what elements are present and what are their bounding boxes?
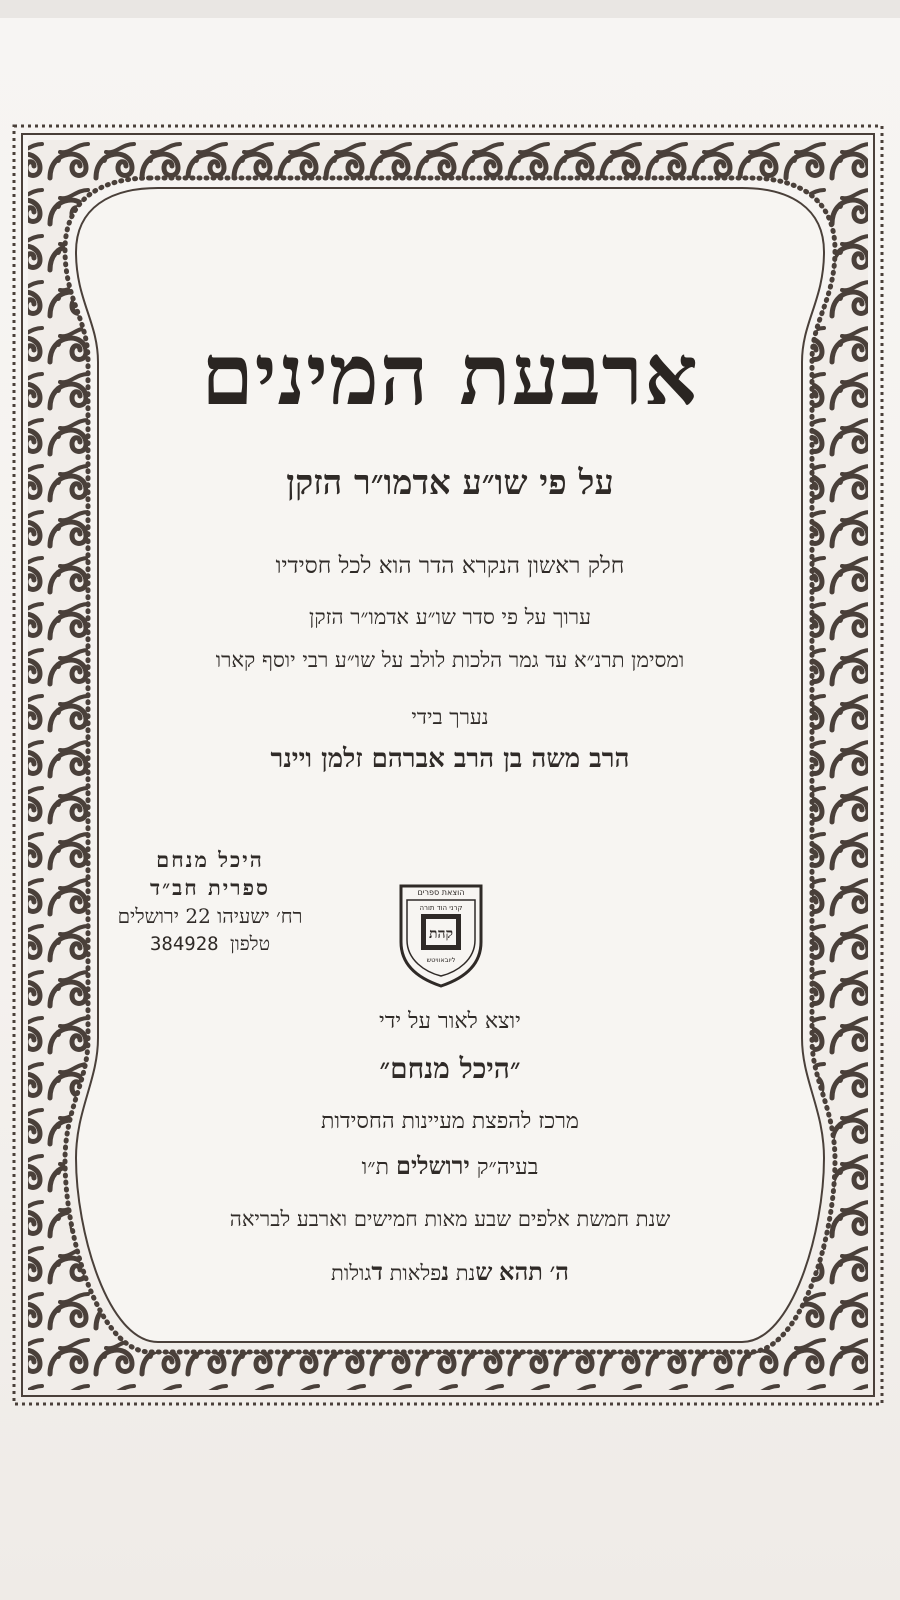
library-address: רח׳ ישעיהו 22 ירושלים <box>117 904 303 928</box>
title-page-content <box>60 0 840 1600</box>
publisher-seal <box>395 880 487 990</box>
publisher-label: יוצא לאור על ידי <box>379 1009 521 1034</box>
seal-top-text: הוצאת ספרים <box>417 888 465 897</box>
location-city: ירושלים <box>396 1151 470 1180</box>
seal-sub-text: קרני הוד תורה <box>419 904 463 912</box>
library-name: היכל מנחם <box>156 847 264 872</box>
description-line: ערוך על פי סדר שו״ע אדמו״ר הזקן <box>309 605 591 629</box>
book-subtitle: על פי שו״ע אדמו״ר הזקן <box>286 463 614 503</box>
publisher-description: מרכז להפצת מעיינות החסידות <box>321 1109 579 1134</box>
library-subname: ספרית חב״ד <box>150 875 270 900</box>
publication-year: שנת חמשת אלפים שבע מאות חמישים וארבע לבריאה <box>229 1207 671 1231</box>
description-line: ומסימן תרנ״א עד גמר הלכות לולב על שו״ע רבי יוסף קארו <box>215 648 685 672</box>
editor-name: הרב משה בן הרב אברהם זלמן ויינר <box>270 744 630 774</box>
publisher-name: ״היכל מנחם״ <box>379 1052 521 1085</box>
location-suffix: ת״ו <box>361 1155 390 1180</box>
seal-center-text: קהת <box>428 926 454 942</box>
publisher-location <box>60 1151 840 1181</box>
year-motto: ה׳ תהא שנת נפלאות דגולות <box>331 1257 569 1286</box>
seal-bottom-text: ליובאוויטש <box>426 956 456 964</box>
library-phone: טלפון 384928 <box>149 933 271 955</box>
location-prefix: בעיה״ק <box>476 1155 539 1180</box>
editor-label: נערך בידי <box>411 705 489 729</box>
description-line: חלק ראשון הנקרא הדר הוא לכל חסידיו <box>275 553 625 579</box>
book-title: ארבעת המינים <box>201 325 699 424</box>
library-stamp <box>60 846 360 958</box>
